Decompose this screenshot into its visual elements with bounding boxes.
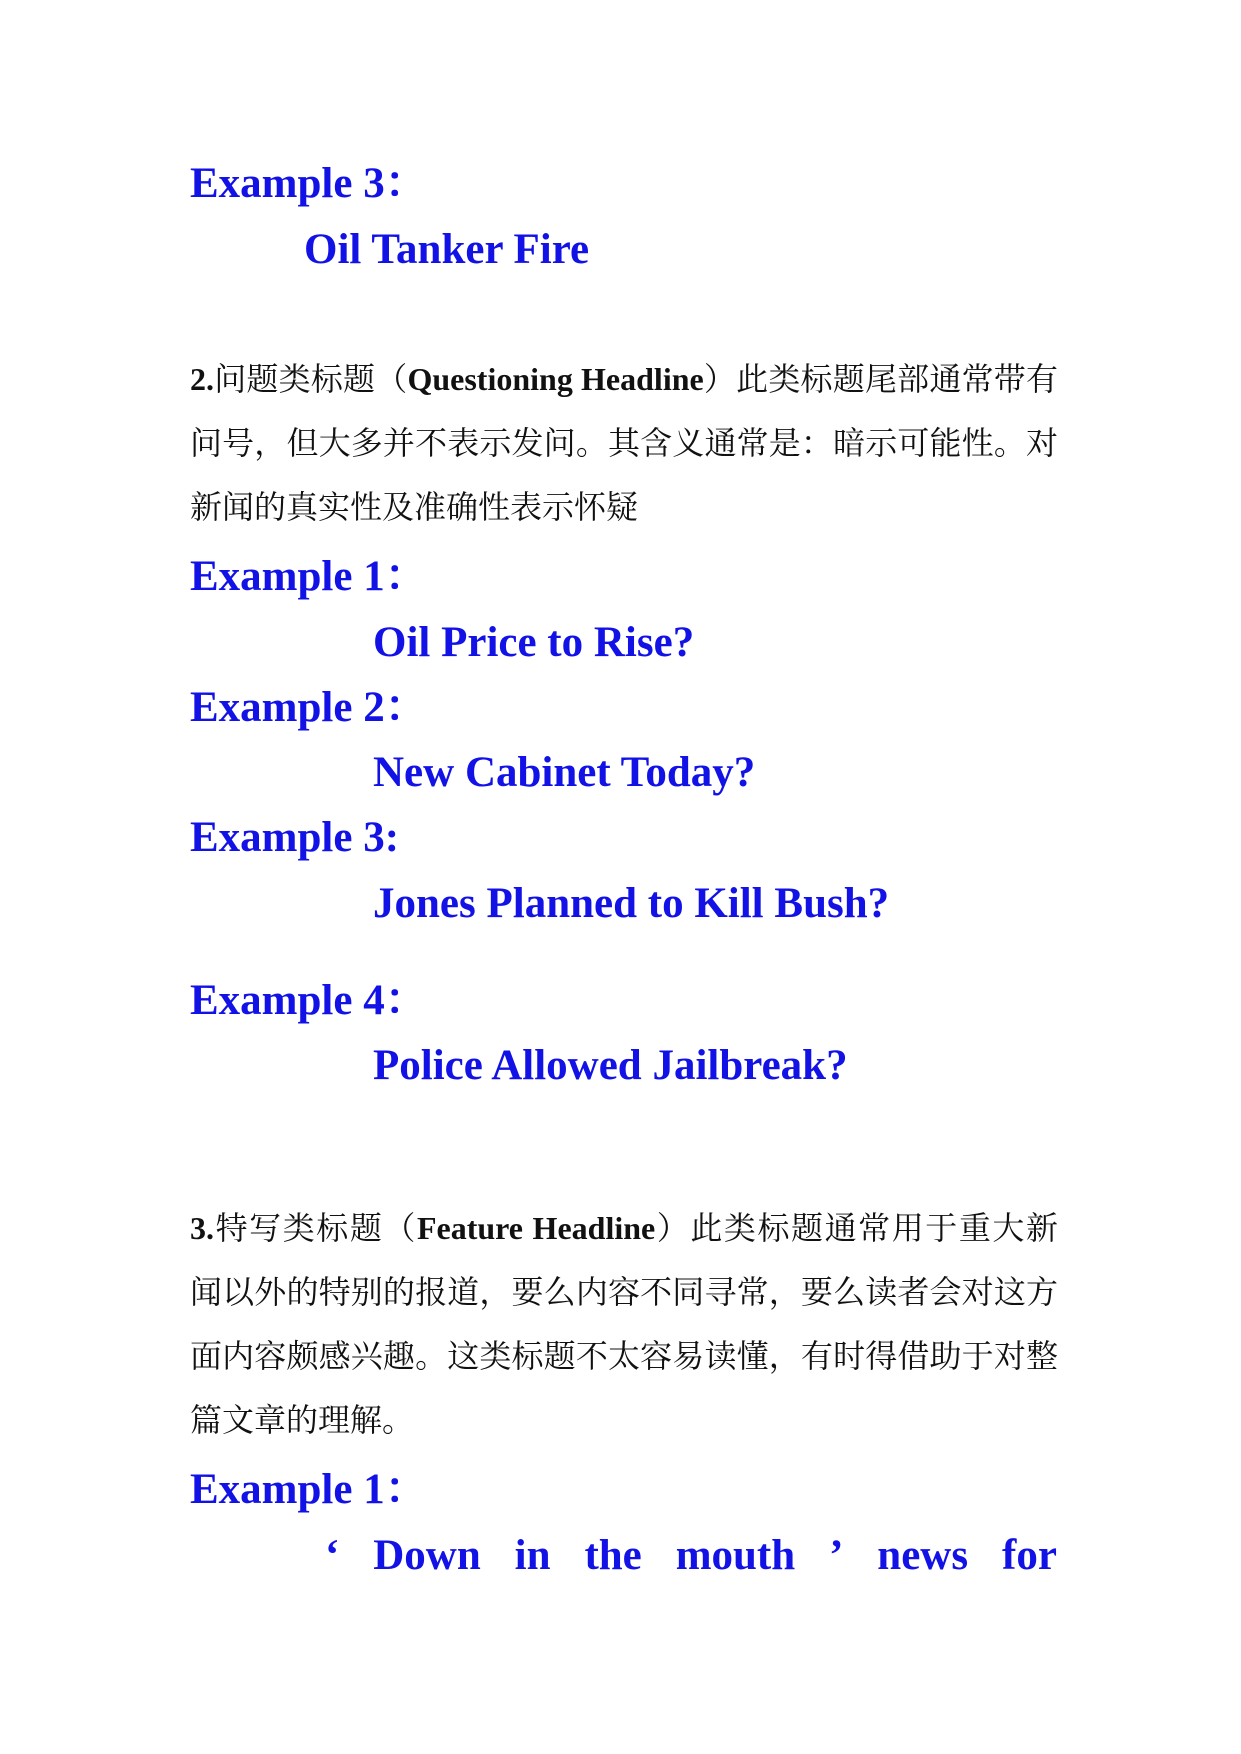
headline-word: ‘ [325,1532,340,1579]
section-title-cn: 问题类标题（ [214,360,408,398]
section-2-paragraph [190,347,1058,539]
example-headline: Oil Price to Rise? [373,619,695,666]
headline-word: Down [373,1532,481,1579]
example-headline: New Cabinet Today? [373,749,756,796]
headline-word: news [877,1532,969,1579]
headline-word: mouth [675,1532,796,1579]
section-title-cn: 特写类标题（ [214,1209,417,1247]
example-headline [325,1534,1057,1577]
headline-word: in [514,1532,551,1579]
example-headline: Police Allowed Jailbreak? [373,1042,848,1089]
section-number: 2. [190,361,214,397]
example-headline: Oil Tanker Fire [304,226,590,273]
example-label: Example 2： [190,684,428,731]
headline-word: the [584,1532,642,1579]
example-label: Example 3： [190,160,428,207]
example-label: Example 4： [190,977,428,1024]
example-label: Example 1： [190,553,428,600]
section-3-paragraph [190,1196,1058,1452]
section-number: 3. [190,1210,214,1246]
example-label: Example 1： [190,1466,428,1513]
example-label: Example 3: [190,814,400,861]
headline-word: ’ [829,1532,844,1579]
example-headline: Jones Planned to Kill Bush? [373,880,890,927]
section-body: ）此类标题尾部通常带有问号，但大多并不表示发问。其含义通常是：暗示可能性。对新闻的真实性及准确性表示怀疑 [190,360,1058,526]
section-body: ）此类标题通常用于重大新闻以外的特别的报道，要么内容不同寻常，要么读者会对这方面内容颇感兴趣。这类标题不太容易读懂，有时得借助于对整篇文章的理解。 [190,1209,1058,1439]
section-title-en: Questioning Headline [407,361,704,397]
section-title-en: Feature Headline [416,1210,656,1246]
headline-word: for [1002,1532,1057,1579]
